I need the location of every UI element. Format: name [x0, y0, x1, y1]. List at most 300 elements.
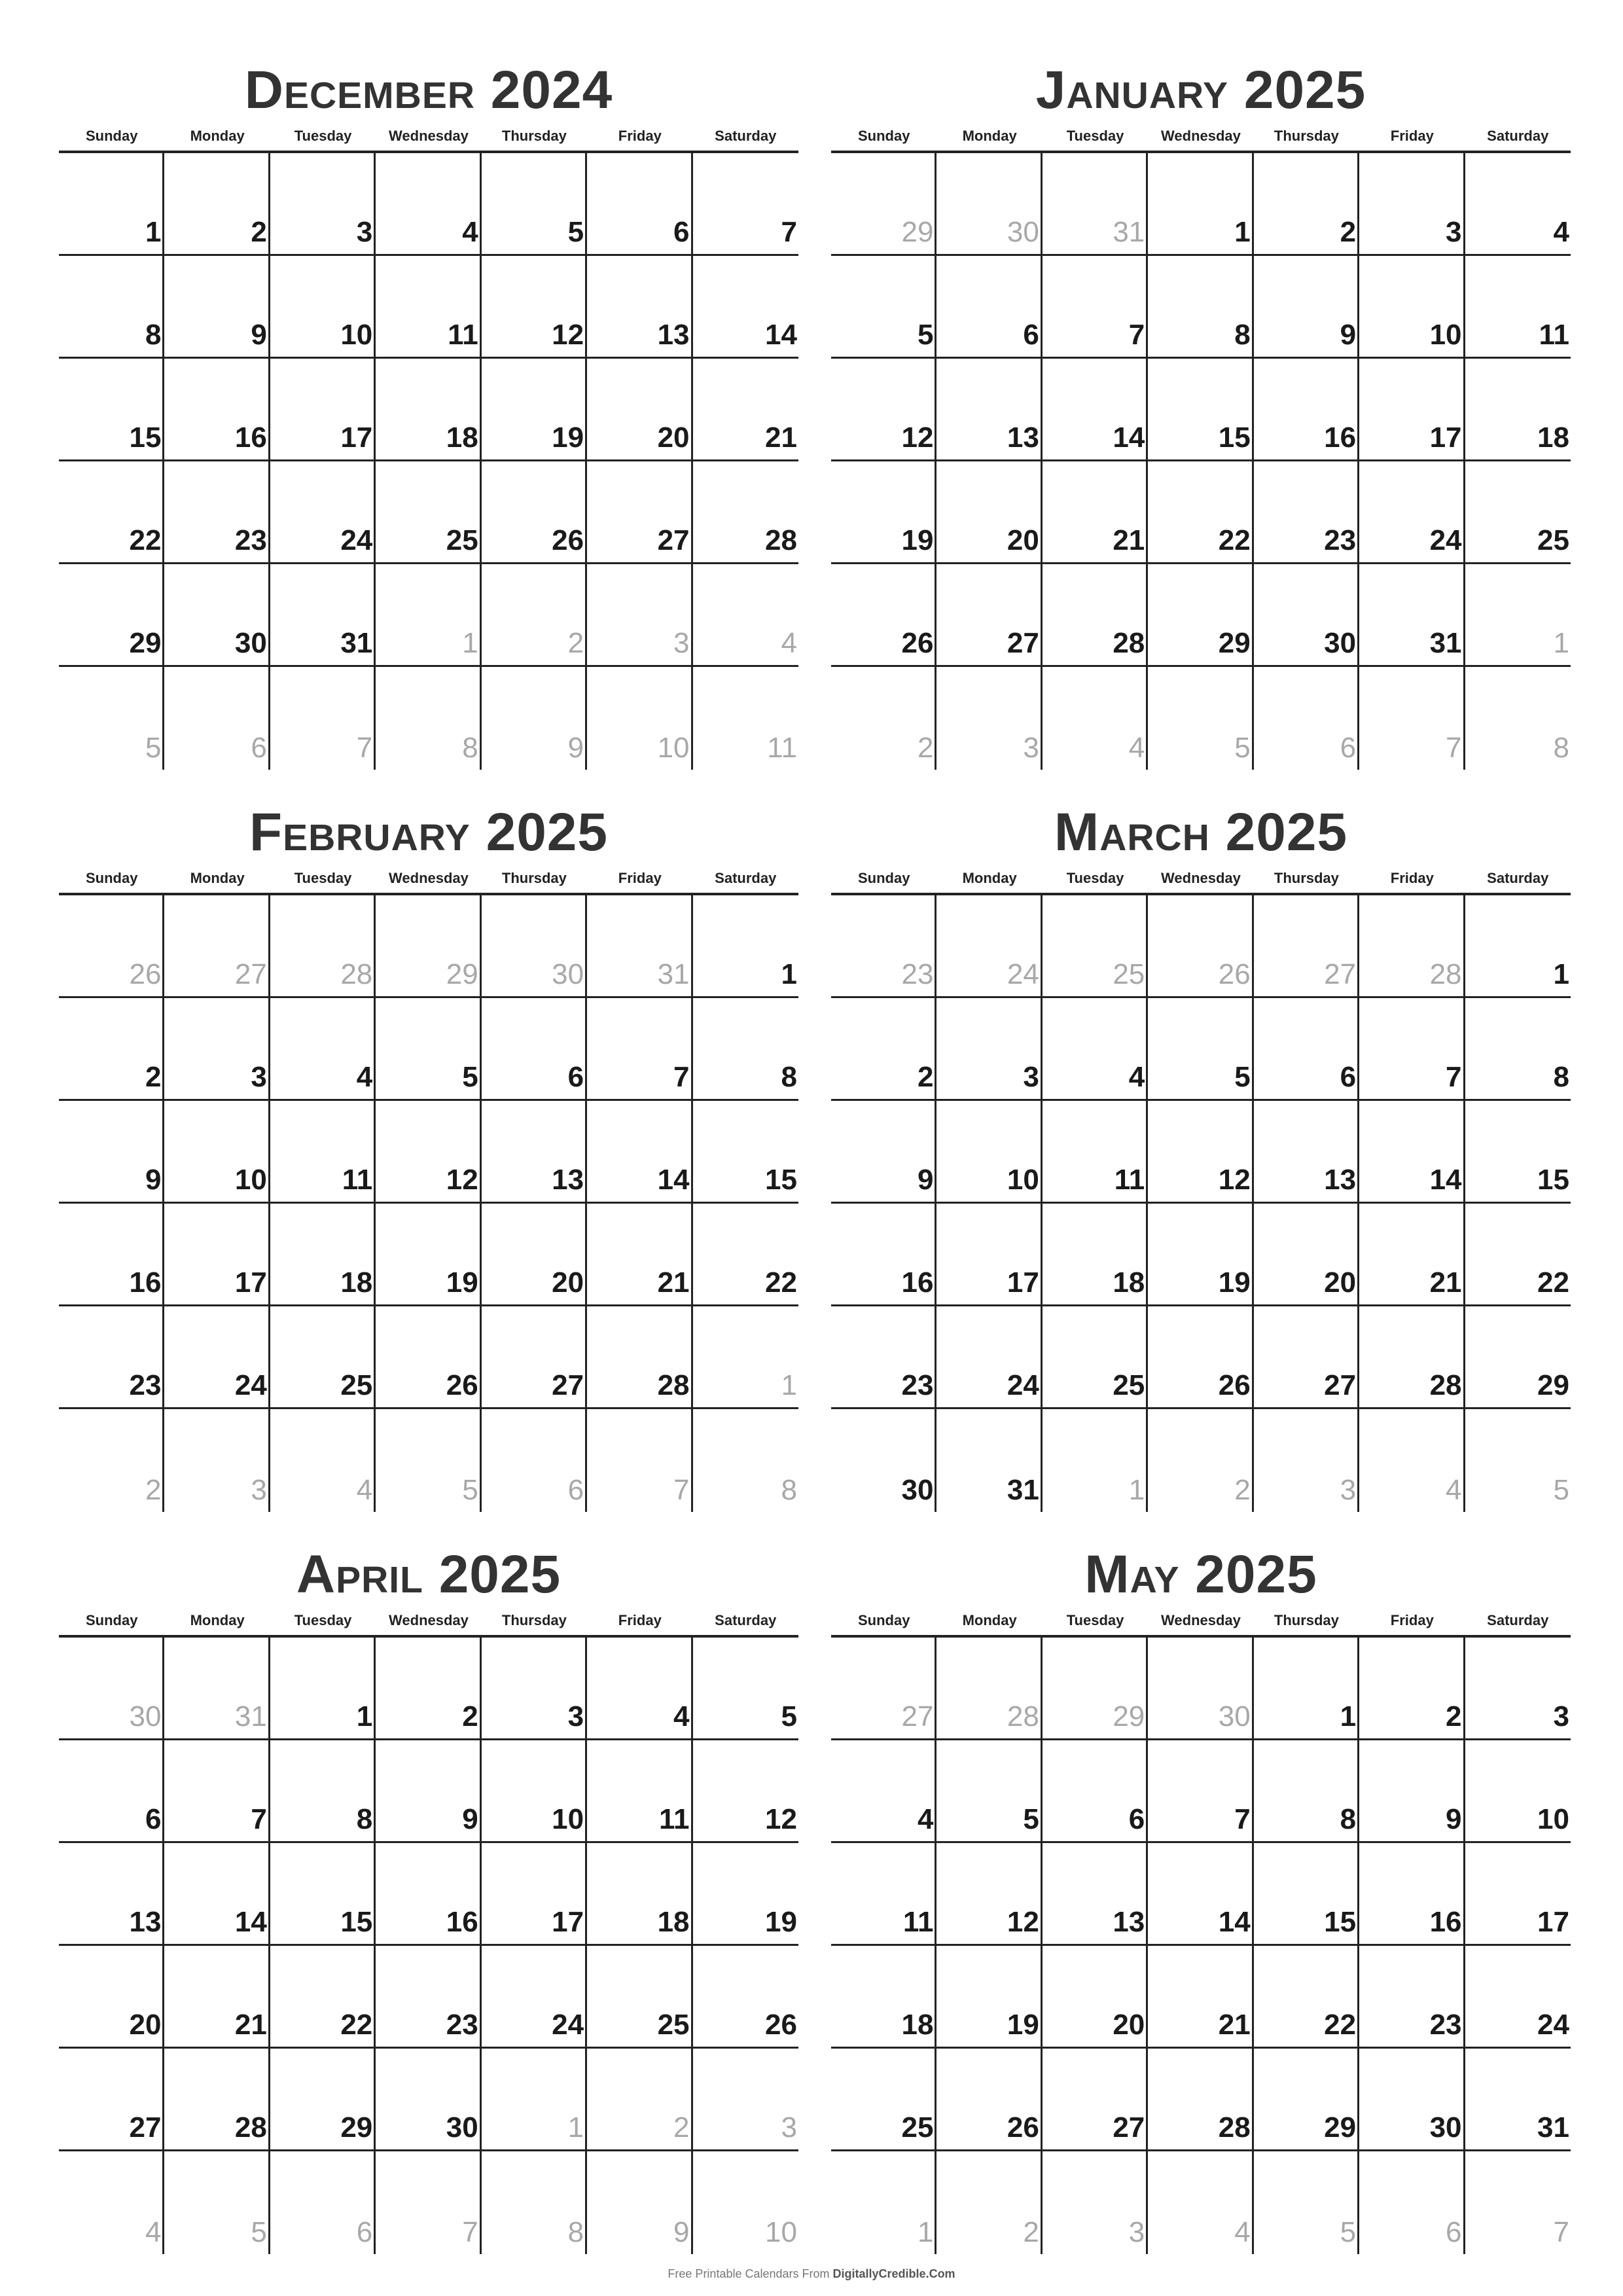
day-number: 29	[340, 2111, 373, 2144]
day-cell-adjacent-month	[936, 1638, 1042, 1738]
day-number: 28	[1429, 1369, 1462, 1401]
day-cell	[587, 1740, 692, 1841]
day-cell	[1148, 1101, 1253, 1202]
day-number: 10	[1429, 319, 1462, 351]
day-number: 27	[1324, 1369, 1357, 1401]
day-number: 23	[901, 958, 934, 990]
weekday-label: Sunday	[857, 1612, 910, 1628]
day-cell-adjacent-month	[1148, 895, 1253, 996]
day-cell	[1465, 2049, 1571, 2149]
day-number: 24	[340, 524, 373, 556]
day-number: 26	[552, 524, 584, 556]
day-number: 17	[1007, 1266, 1039, 1299]
day-number: 12	[901, 422, 934, 454]
day-cell	[59, 1204, 164, 1304]
day-number: 17	[340, 422, 373, 454]
day-number: 24	[1429, 524, 1462, 556]
weekday-label: Saturday	[715, 1612, 777, 1628]
day-number: 26	[1007, 2111, 1039, 2144]
day-number: 10	[657, 732, 690, 764]
day-number: 16	[129, 1266, 162, 1299]
day-number: 12	[1007, 1906, 1039, 1938]
weekday-label: Thursday	[1274, 128, 1339, 144]
day-cell	[831, 359, 936, 459]
day-cell	[376, 1843, 481, 1944]
day-cell-adjacent-month	[1254, 895, 1359, 996]
day-number: 22	[1537, 1266, 1569, 1299]
day-cell	[482, 359, 587, 459]
day-cell	[482, 1101, 587, 1202]
day-number: 8	[145, 319, 162, 351]
day-cell	[482, 998, 587, 1099]
day-cell	[1148, 564, 1253, 665]
day-number: 9	[917, 1164, 934, 1196]
day-number: 8	[781, 1061, 797, 1093]
day-number: 28	[1429, 958, 1462, 990]
day-cell-adjacent-month	[482, 1409, 587, 1512]
week-row	[831, 2151, 1571, 2254]
day-cell	[1043, 1740, 1148, 1841]
day-number: 9	[251, 319, 267, 351]
day-cell	[1254, 1306, 1359, 1407]
day-number: 14	[1429, 1164, 1462, 1196]
day-number: 2	[1446, 1700, 1462, 1732]
day-number: 10	[1007, 1164, 1039, 1196]
week-row	[831, 1946, 1571, 2049]
day-cell-adjacent-month	[936, 667, 1042, 770]
day-number: 11	[767, 732, 797, 764]
weekday-label: Friday	[1390, 870, 1434, 886]
day-number: 11	[1539, 319, 1569, 351]
day-cell	[693, 1740, 798, 1841]
day-grid	[831, 1638, 1571, 2254]
week-row	[831, 359, 1571, 461]
day-number: 10	[552, 1803, 584, 1835]
day-number: 5	[462, 1474, 478, 1506]
footer-prefix: Free Printable Calendars From	[668, 2267, 833, 2280]
week-row	[59, 564, 798, 667]
day-number: 27	[129, 2111, 162, 2144]
day-cell	[1254, 1843, 1359, 1944]
week-row	[831, 1204, 1571, 1306]
day-number: 29	[129, 627, 162, 659]
day-cell	[693, 1638, 798, 1738]
day-cell-adjacent-month	[270, 2151, 376, 2254]
day-cell	[1465, 461, 1571, 562]
day-cell	[164, 1306, 270, 1407]
weekday-label: Wednesday	[389, 870, 469, 886]
day-number: 13	[1007, 422, 1039, 454]
day-grid	[831, 153, 1571, 770]
day-cell	[270, 564, 376, 665]
day-number: 25	[1113, 958, 1145, 990]
day-number: 22	[1218, 524, 1251, 556]
day-number: 21	[765, 422, 797, 454]
day-cell	[59, 998, 164, 1099]
day-cell	[831, 1306, 936, 1407]
day-cell-adjacent-month	[587, 2049, 692, 2149]
weekday-label: Sunday	[85, 128, 138, 144]
day-number: 11	[342, 1164, 373, 1196]
day-cell	[376, 1204, 481, 1304]
day-cell	[831, 1204, 936, 1304]
day-cell-adjacent-month	[1148, 667, 1253, 770]
day-number: 29	[1218, 627, 1251, 659]
weekday-label: Friday	[618, 128, 662, 144]
month-title: January 2025	[1035, 60, 1366, 120]
day-number: 23	[1324, 524, 1357, 556]
day-number: 1	[567, 2111, 584, 2144]
day-cell	[831, 998, 936, 1099]
weekday-label: Friday	[618, 870, 662, 886]
day-number: 10	[765, 2216, 797, 2248]
day-cell	[164, 461, 270, 562]
day-number: 3	[251, 1474, 267, 1506]
day-cell	[587, 153, 692, 254]
day-cell	[587, 1101, 692, 1202]
week-row	[831, 998, 1571, 1101]
day-cell	[59, 564, 164, 665]
day-number: 14	[1218, 1906, 1251, 1938]
day-cell	[1043, 256, 1148, 357]
day-cell-adjacent-month	[693, 1409, 798, 1512]
day-cell-adjacent-month	[936, 153, 1042, 254]
day-cell	[936, 564, 1042, 665]
day-cell-adjacent-month	[482, 564, 587, 665]
day-number: 17	[552, 1906, 584, 1938]
day-number: 14	[657, 1164, 690, 1196]
day-number: 2	[1340, 216, 1357, 248]
day-number: 13	[552, 1164, 584, 1196]
day-cell	[270, 1946, 376, 2047]
day-cell-adjacent-month	[831, 1638, 936, 1738]
day-cell-adjacent-month	[587, 667, 692, 770]
day-number: 5	[1023, 1803, 1039, 1835]
day-number: 7	[1128, 319, 1145, 351]
week-row	[831, 564, 1571, 667]
day-number: 28	[1113, 627, 1145, 659]
day-number: 4	[781, 627, 797, 659]
day-number: 6	[1446, 2216, 1462, 2248]
day-number: 2	[917, 732, 934, 764]
day-number: 1	[781, 958, 797, 990]
day-cell	[587, 256, 692, 357]
day-cell	[1148, 1204, 1253, 1304]
day-cell	[1148, 461, 1253, 562]
day-number: 5	[462, 1061, 478, 1093]
week-row	[831, 895, 1571, 998]
day-number: 18	[1537, 422, 1569, 454]
day-number: 30	[552, 958, 584, 990]
day-number: 25	[1113, 1369, 1145, 1401]
day-number: 5	[781, 1700, 797, 1732]
day-number: 26	[901, 627, 934, 659]
weekday-label: Thursday	[501, 128, 567, 144]
day-number: 23	[1429, 2009, 1462, 2041]
day-cell	[1043, 1843, 1148, 1944]
day-cell	[936, 256, 1042, 357]
day-number: 24	[1007, 1369, 1039, 1401]
day-number: 2	[567, 627, 584, 659]
day-cell-adjacent-month	[587, 1409, 692, 1512]
day-cell	[1148, 153, 1253, 254]
day-number: 23	[446, 2009, 478, 2041]
weekday-label: Saturday	[715, 128, 777, 144]
day-number: 4	[462, 216, 478, 248]
week-row	[59, 153, 798, 256]
day-number: 1	[462, 627, 478, 659]
weekday-label: Sunday	[85, 1612, 138, 1628]
day-cell-adjacent-month	[164, 667, 270, 770]
day-cell-adjacent-month	[482, 895, 587, 996]
day-cell-adjacent-month	[693, 667, 798, 770]
day-number: 27	[657, 524, 690, 556]
day-grid	[59, 895, 798, 1512]
day-number: 15	[129, 422, 162, 454]
day-number: 10	[340, 319, 373, 351]
day-number: 13	[1113, 1906, 1145, 1938]
day-cell	[1359, 1306, 1465, 1407]
day-cell	[1043, 359, 1148, 459]
day-number: 20	[657, 422, 690, 454]
day-cell-adjacent-month	[1359, 667, 1465, 770]
day-number: 8	[462, 732, 478, 764]
day-cell	[831, 256, 936, 357]
day-cell	[1359, 2049, 1465, 2149]
day-cell	[1254, 1638, 1359, 1738]
day-cell	[1465, 256, 1571, 357]
week-row	[59, 1740, 798, 1843]
day-cell	[164, 1204, 270, 1304]
week-row	[59, 1843, 798, 1946]
day-number: 23	[901, 1369, 934, 1401]
day-cell	[1043, 2049, 1148, 2149]
day-number: 25	[446, 524, 478, 556]
day-number: 3	[567, 1700, 584, 1732]
week-row	[831, 256, 1571, 359]
day-cell-adjacent-month	[59, 667, 164, 770]
month-title: April 2025	[296, 1545, 562, 1604]
weekday-label: Friday	[1390, 1612, 1434, 1628]
day-cell-adjacent-month	[1359, 1409, 1465, 1512]
day-cell	[1465, 1843, 1571, 1944]
day-cell	[831, 2049, 936, 2149]
day-number: 26	[765, 2009, 797, 2041]
day-number: 10	[1537, 1803, 1569, 1835]
day-number: 24	[1537, 2009, 1569, 2041]
weekday-label: Thursday	[1274, 870, 1339, 886]
day-number: 9	[145, 1164, 162, 1196]
day-number: 1	[1128, 1474, 1145, 1506]
day-number: 31	[234, 1700, 267, 1732]
day-cell	[376, 256, 481, 357]
day-number: 4	[1446, 1474, 1462, 1506]
day-number: 18	[657, 1906, 690, 1938]
weekday-label: Wednesday	[1161, 1612, 1241, 1628]
day-cell	[1465, 1946, 1571, 2047]
day-number: 7	[1446, 732, 1462, 764]
weekday-label: Thursday	[501, 1612, 567, 1628]
day-number: 7	[462, 2216, 478, 2248]
day-cell-adjacent-month	[482, 2049, 587, 2149]
day-number: 8	[1553, 1061, 1569, 1093]
day-number: 2	[145, 1474, 162, 1506]
day-cell-adjacent-month	[482, 2151, 587, 2254]
weekday-label: Wednesday	[389, 1612, 469, 1628]
day-number: 15	[340, 1906, 373, 1938]
day-cell	[936, 1409, 1042, 1512]
day-number: 1	[781, 1369, 797, 1401]
day-grid	[831, 895, 1571, 1512]
day-number: 14	[765, 319, 797, 351]
day-cell	[693, 1101, 798, 1202]
day-cell	[1148, 2049, 1253, 2149]
day-number: 22	[1324, 2009, 1357, 2041]
weekday-label: Sunday	[85, 870, 138, 886]
day-cell	[1359, 461, 1465, 562]
day-cell	[270, 1204, 376, 1304]
day-cell-adjacent-month	[1043, 153, 1148, 254]
week-row	[59, 359, 798, 461]
weekday-label: Tuesday	[1066, 1612, 1124, 1628]
weekday-label: Tuesday	[1066, 128, 1124, 144]
week-row	[59, 1101, 798, 1204]
weekday-header-row	[831, 864, 1571, 895]
day-number: 27	[1113, 2111, 1145, 2144]
day-cell	[1465, 1101, 1571, 1202]
day-number: 31	[340, 627, 373, 659]
day-cell	[1465, 998, 1571, 1099]
day-cell	[164, 153, 270, 254]
day-cell-adjacent-month	[1465, 564, 1571, 665]
day-number: 7	[356, 732, 373, 764]
day-cell	[270, 256, 376, 357]
day-number: 9	[673, 2216, 690, 2248]
day-number: 13	[657, 319, 690, 351]
day-cell	[270, 998, 376, 1099]
day-cell	[831, 564, 936, 665]
day-number: 15	[1537, 1164, 1569, 1196]
day-cell	[831, 1409, 936, 1512]
day-number: 6	[673, 216, 690, 248]
day-cell	[164, 1740, 270, 1841]
day-cell-adjacent-month	[1465, 2151, 1571, 2254]
week-row	[59, 1946, 798, 2049]
day-cell	[1465, 895, 1571, 996]
day-number: 27	[1007, 627, 1039, 659]
day-number: 6	[1340, 1061, 1357, 1093]
day-cell-adjacent-month	[376, 2151, 481, 2254]
day-cell	[693, 256, 798, 357]
day-cell	[1359, 1740, 1465, 1841]
week-row	[831, 1306, 1571, 1409]
day-number: 4	[356, 1474, 373, 1506]
day-number: 31	[657, 958, 690, 990]
day-cell	[1148, 1740, 1253, 1841]
day-number: 4	[1553, 216, 1569, 248]
day-number: 30	[901, 1474, 934, 1506]
week-row	[831, 667, 1571, 770]
day-cell	[936, 1101, 1042, 1202]
day-number: 31	[1429, 627, 1462, 659]
day-number: 26	[1218, 1369, 1251, 1401]
day-cell	[693, 1843, 798, 1944]
day-cell	[164, 1946, 270, 2047]
day-cell	[936, 1946, 1042, 2047]
day-cell	[587, 1638, 692, 1738]
day-cell-adjacent-month	[59, 1638, 164, 1738]
day-cell	[587, 359, 692, 459]
day-number: 18	[446, 422, 478, 454]
day-number: 19	[446, 1266, 478, 1299]
day-number: 24	[234, 1369, 267, 1401]
month-title: December 2024	[244, 60, 613, 120]
day-cell	[1359, 1101, 1465, 1202]
day-cell	[1148, 998, 1253, 1099]
day-cell	[1465, 1638, 1571, 1738]
day-cell-adjacent-month	[59, 2151, 164, 2254]
weekday-label: Wednesday	[1161, 128, 1241, 144]
day-number: 17	[1537, 1906, 1569, 1938]
day-cell-adjacent-month	[270, 895, 376, 996]
day-cell	[1254, 359, 1359, 459]
day-cell	[164, 1101, 270, 1202]
day-number: 4	[917, 1803, 934, 1835]
day-number: 9	[462, 1803, 478, 1835]
day-cell-adjacent-month	[1254, 2151, 1359, 2254]
day-cell	[936, 2049, 1042, 2149]
day-number: 6	[145, 1803, 162, 1835]
day-cell	[1359, 256, 1465, 357]
week-row	[59, 667, 798, 770]
day-number: 24	[1007, 958, 1039, 990]
day-number: 22	[340, 2009, 373, 2041]
day-cell	[1359, 1946, 1465, 2047]
day-number: 8	[1340, 1803, 1357, 1835]
day-number: 8	[567, 2216, 584, 2248]
day-number: 4	[356, 1061, 373, 1093]
day-number: 21	[234, 2009, 267, 2041]
day-number: 8	[356, 1803, 373, 1835]
day-number: 5	[145, 732, 162, 764]
day-number: 9	[567, 732, 584, 764]
day-cell-adjacent-month	[1359, 895, 1465, 996]
day-number: 20	[552, 1266, 584, 1299]
day-cell	[164, 256, 270, 357]
week-row	[59, 1409, 798, 1512]
footer-brand-link[interactable]: DigitallyCredible.Com	[832, 2267, 955, 2280]
day-cell	[936, 461, 1042, 562]
day-cell-adjacent-month	[1148, 1638, 1253, 1738]
day-number: 15	[1324, 1906, 1357, 1938]
weekday-label: Monday	[962, 128, 1017, 144]
day-number: 25	[340, 1369, 373, 1401]
day-cell	[1254, 256, 1359, 357]
day-number: 7	[781, 216, 797, 248]
weekday-label: Saturday	[1487, 870, 1549, 886]
day-number: 18	[1113, 1266, 1145, 1299]
day-number: 8	[1553, 732, 1569, 764]
day-cell-adjacent-month	[59, 1409, 164, 1512]
day-cell	[587, 1946, 692, 2047]
day-cell	[482, 461, 587, 562]
day-cell	[482, 1306, 587, 1407]
day-cell	[1359, 1204, 1465, 1304]
day-number: 5	[251, 2216, 267, 2248]
day-cell-adjacent-month	[270, 1409, 376, 1512]
day-number: 3	[1340, 1474, 1357, 1506]
day-number: 29	[1537, 1369, 1569, 1401]
